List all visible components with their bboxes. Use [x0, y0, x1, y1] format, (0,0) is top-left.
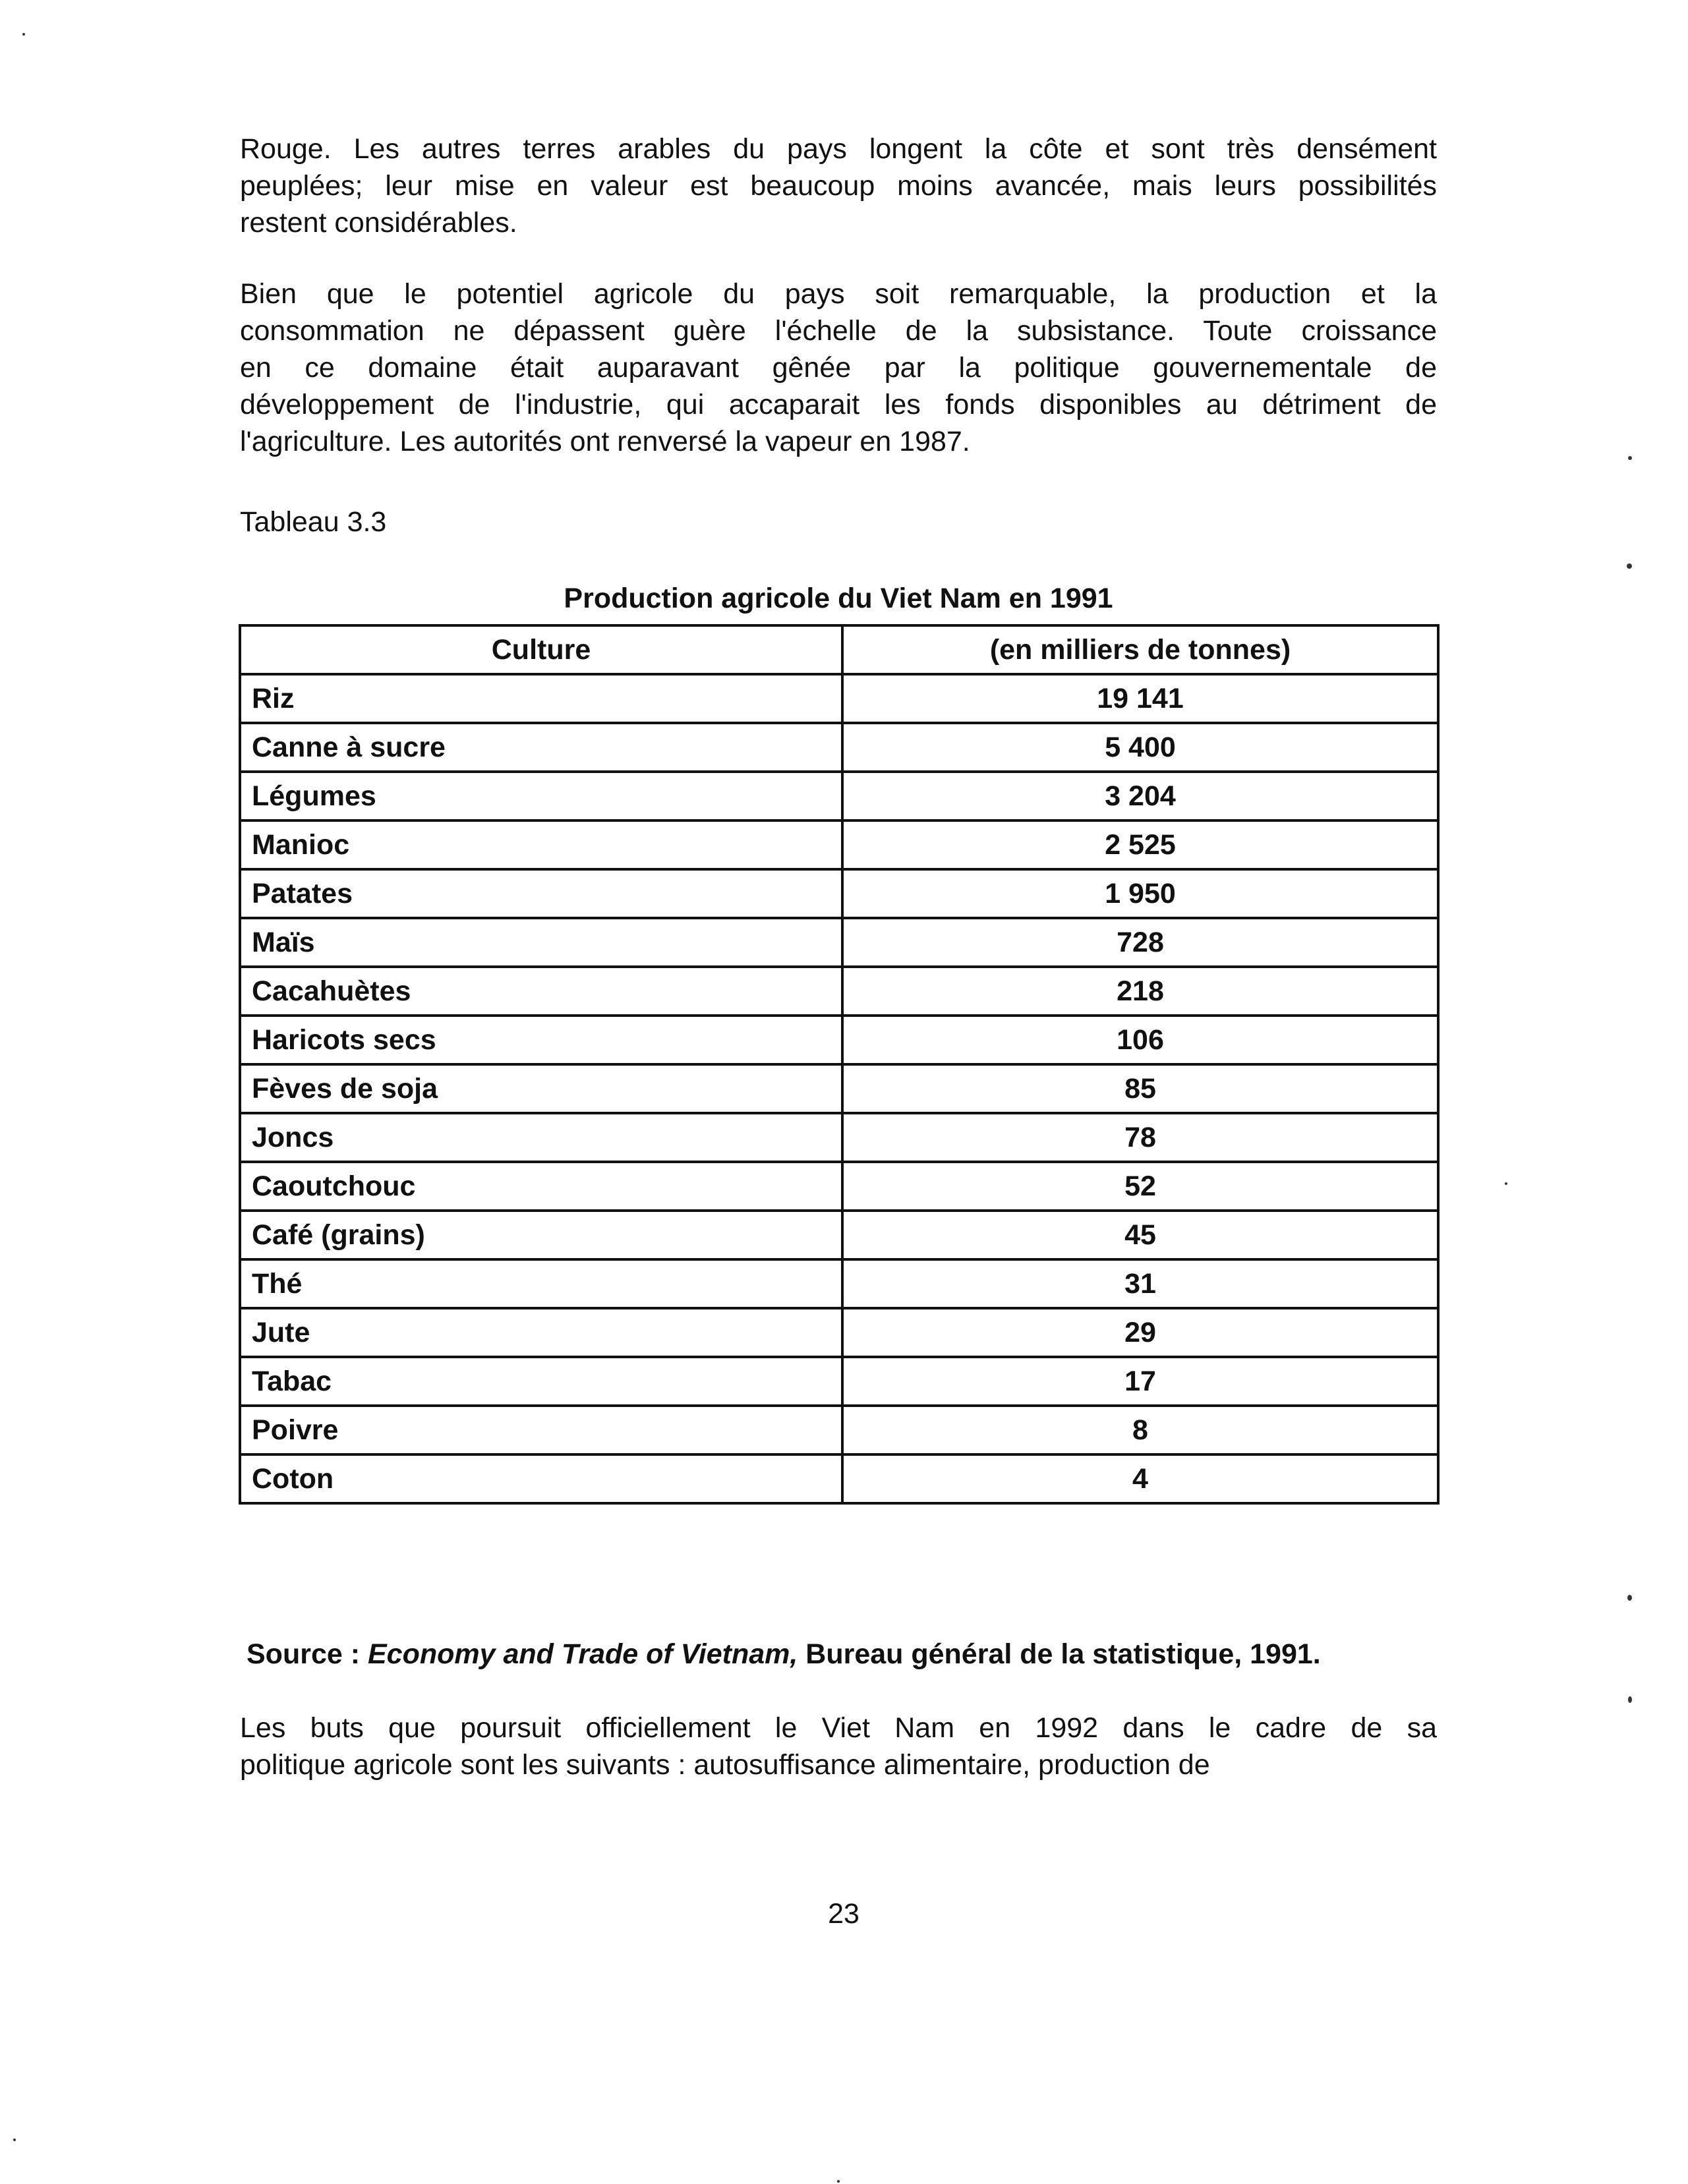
table-row — [240, 1259, 1438, 1308]
text-line: en ce domaine était auparavant gênée par la politique gouvernementale de — [240, 352, 1437, 384]
scan-speck — [13, 2139, 16, 2141]
table-row — [240, 1113, 1438, 1162]
crop-name-cell: Maïs — [240, 918, 842, 967]
table-row — [240, 967, 1438, 1016]
crop-name-cell: Caoutchouc — [240, 1162, 842, 1211]
production-value-cell: 17 — [842, 1357, 1438, 1406]
table-row — [240, 1357, 1438, 1406]
crop-name-cell: Manioc — [240, 820, 842, 869]
production-value-cell: 2 525 — [842, 820, 1438, 869]
crop-name-cell: Jute — [240, 1308, 842, 1357]
crop-name-cell: Légumes — [240, 772, 842, 820]
source-suffix: Bureau général de la statistique, 1991. — [798, 1638, 1321, 1670]
source-citation — [247, 1636, 1437, 1673]
crop-name-cell: Canne à sucre — [240, 723, 842, 772]
table-row — [240, 723, 1438, 772]
production-value-cell: 78 — [842, 1113, 1438, 1162]
table-title: Production agricole du Viet Nam en 1991 — [564, 583, 1113, 614]
table-row — [240, 820, 1438, 869]
column-header-culture: Culture — [240, 625, 842, 674]
source-prefix: Source : — [247, 1638, 368, 1670]
production-value-cell: 728 — [842, 918, 1438, 967]
production-value-cell: 8 — [842, 1406, 1438, 1454]
crop-name-cell: Riz — [240, 674, 842, 723]
crop-name-cell: Fèves de soja — [240, 1064, 842, 1113]
table-row — [240, 1064, 1438, 1113]
crop-name-cell: Cacahuètes — [240, 967, 842, 1016]
page-number: 23 — [828, 1898, 859, 1930]
production-table — [239, 624, 1440, 1505]
production-value-cell: 45 — [842, 1211, 1438, 1259]
scan-speck — [22, 33, 25, 36]
production-value-cell: 5 400 — [842, 723, 1438, 772]
crop-name-cell: Patates — [240, 869, 842, 918]
text-line: restent considérables. — [240, 207, 517, 239]
text-line: Les buts que poursuit officiellement le Viet Nam en 1992 dans le cadre de sa — [240, 1712, 1437, 1744]
scan-speck — [1505, 1182, 1507, 1185]
source-title: Economy and Trade of Vietnam, — [368, 1638, 798, 1670]
text-line: consommation ne dépassent guère l'échelle de la subsistance. Toute croissance — [240, 315, 1437, 347]
production-value-cell: 4 — [842, 1454, 1438, 1503]
production-value-cell: 106 — [842, 1016, 1438, 1064]
table-row — [240, 1162, 1438, 1211]
paragraph-agricultural-goals — [240, 1710, 1437, 1783]
crop-name-cell: Haricots secs — [240, 1016, 842, 1064]
table-row — [240, 1211, 1438, 1259]
production-value-cell: 29 — [842, 1308, 1438, 1357]
table-row — [240, 772, 1438, 820]
paragraph-rouge — [240, 130, 1437, 241]
scan-speck — [1627, 1595, 1632, 1601]
crop-name-cell: Poivre — [240, 1406, 842, 1454]
table-row — [240, 869, 1438, 918]
table-row — [240, 1308, 1438, 1357]
production-value-cell: 52 — [842, 1162, 1438, 1211]
column-header-quantity: (en milliers de tonnes) — [842, 625, 1438, 674]
crop-name-cell: Thé — [240, 1259, 842, 1308]
table-body — [240, 674, 1438, 1503]
production-value-cell: 19 141 — [842, 674, 1438, 723]
table-label: Tableau 3.3 — [240, 506, 387, 538]
production-value-cell: 85 — [842, 1064, 1438, 1113]
production-value-cell: 3 204 — [842, 772, 1438, 820]
scan-speck — [1627, 563, 1632, 569]
text-line: l'agriculture. Les autorités ont renversé la vapeur en 1987. — [240, 426, 970, 457]
crop-name-cell: Coton — [240, 1454, 842, 1503]
table-row — [240, 674, 1438, 723]
production-value-cell: 31 — [842, 1259, 1438, 1308]
production-value-cell: 218 — [842, 967, 1438, 1016]
scan-speck — [837, 2180, 840, 2183]
crop-name-cell: Tabac — [240, 1357, 842, 1406]
paragraph-agricultural-potential — [240, 275, 1437, 460]
text-line: développement de l'industrie, qui accaparait les fonds disponibles au détriment de — [240, 389, 1437, 420]
table-row — [240, 1406, 1438, 1454]
text-line: peuplées; leur mise en valeur est beaucoup moins avancée, mais leurs possibilités — [240, 170, 1437, 202]
text-line: Rouge. Les autres terres arables du pays longent la côte et sont très densément — [240, 133, 1437, 165]
scan-speck — [1628, 1696, 1632, 1703]
table-row — [240, 918, 1438, 967]
production-value-cell: 1 950 — [842, 869, 1438, 918]
table-row — [240, 1016, 1438, 1064]
crop-name-cell: Joncs — [240, 1113, 842, 1162]
crop-name-cell: Café (grains) — [240, 1211, 842, 1259]
table-row — [240, 1454, 1438, 1503]
text-line: politique agricole sont les suivants : autosuffisance alimentaire, production de — [240, 1749, 1210, 1781]
scan-speck — [1628, 456, 1632, 460]
table-header-row — [240, 625, 1438, 674]
text-line: Bien que le potentiel agricole du pays soit remarquable, la production et la — [240, 278, 1437, 310]
